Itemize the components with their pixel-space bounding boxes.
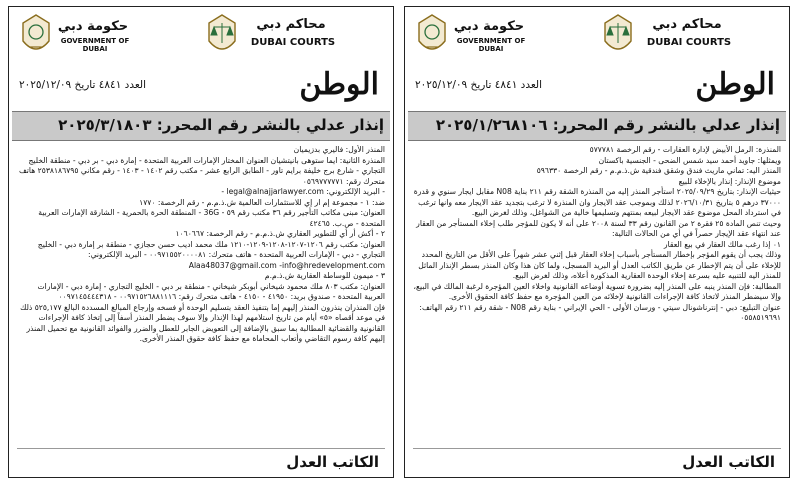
notice-paragraph: حيثيات الإنذار: بتاريخ ٢٠٢٥/٠٩/٢٩ استأجر المنذر إليه من المنذرة الشقة رقم ٢١١ بناية N08 مقابل ايجار سنوي و قدرة ٣٧٠٠٠ درهم ٥ بتاريخ ٢٠٢٦/١٠/٣١ لذلك وبموجب عقد الايجار وان المنذرة لا ترغب بتجديد عقد الايجار معه وانها ترغب في استرداد المحل موضوع عقد الايجار لبيعه بمنتهم وتسليمها خالية من الشواغل، وذلك لغرض البيع. (413, 187, 781, 217)
notice-paragraph: موضوع الإنذار: إنذار بالإخلاء للبيع (678, 176, 781, 186)
courts-name-en: DUBAI COURTS (646, 37, 732, 48)
courts-name-ar: محاكم دبي (652, 17, 722, 32)
notice-paragraph: ٣ - ميمون للوساطة العقارية ش.ذ.م.م (264, 271, 385, 280)
notice-paragraph: - البريد الإلكتروني: legal@alnajjarlawyer.com - (221, 187, 385, 196)
notice-paragraph: المنذر اليه: تماني ماريث فندق وشقق فندقية ش.ذ.م.م - رقم الرخصة ٥٩٦٣٣٠ (536, 166, 781, 175)
notary-signature: الكاتب العدل (682, 453, 775, 471)
gov-emblem-icon (19, 13, 53, 59)
issue-line: العدد ٤٨٤١ تاريخ ٢٠٢٥/١٢/٠٩ (19, 79, 147, 91)
paper-name: الوطن (695, 67, 775, 102)
notice-right (404, 6, 790, 478)
notice-left (8, 6, 394, 478)
title-bar (12, 111, 390, 141)
paper-name: الوطن (299, 67, 379, 102)
notice-body (413, 145, 781, 443)
logo-header (9, 7, 393, 69)
courts-name-en: DUBAI COURTS (250, 37, 336, 48)
notice-paragraph: ٠١ إذا رغب مالك العقار في بيع العقار (663, 239, 781, 249)
footer-divider (413, 448, 781, 449)
notice-paragraph: المنذرة: الرمل الأبيض لإدارة العقارات - رقم الرخصة ٥٧٧٧٨١ (589, 145, 781, 154)
notice-paragraph: فإن المنذران ينذرون المنذر إليهم إما بتنفيذ العقد بتسليم الوحدة أو فسخه وإرجاع المبالغ المسددة البالغ ٥٢٥,١٧٧ ذلك في موعد أقصاه «٥» أيام من تاريخ استلامهم لهذا الإنذار وإلا سوف يضطر المنذر أسفاً إلى إتخاذ كافة الإجراءات القانونية والقضائية المطالبة بما سبق بالإضافة إلى التعويض الجابر للعطل والضرر والفوائد القانونية مع تحميل المنذر إليهم كافة رسوم التقاضي وأتعاب المحاماة مع حفظ كافة حقوق المنذر الأخرى. (20, 302, 385, 343)
gov-name-en: GOVERNMENT OF DUBAI (60, 37, 130, 53)
courts-name-ar: محاكم دبي (256, 17, 326, 32)
notice-paragraph: ويمثلها: جاويد أحمد سيد شمس الضحى - الجنسية باكستان (598, 155, 781, 165)
courts-emblem-icon (205, 13, 239, 59)
footer-divider (17, 448, 385, 449)
notice-paragraph: العنوان: مكتب ٨٠٣ ملك محمود شيخاني أبوبكر شيخاني - منطقة بر دبي - الخليج التجاري - إمارة دبي - الإمارات العربية المتحدة - صندوق بريد: ٤١٩٥٠ - ٤١٥٠ - هاتف متحرك رقم: ٠٠٩٧١٥٢٦٨٨١١١٦ - ٠٠٩٧١٤٥٤٤٤٣١٨ (37, 281, 385, 301)
notice-paragraph: المطالبة: فإن المنذر ينبه على المنذر إليه بضرورة تسوية أوضاعه القانونية واخلاء العين المؤجرة لرغبة المالك في البيع، وإلا سيضطر المنذر لاتخاذ كافة الإجراءات القانونية لإخلائه من العين المؤجرة مع حفظ كافة الحقوق الأخرى. (413, 281, 781, 301)
notice-paragraph: العنوان: مكتب رقم ١٢٠٦-١٢٠٧-١٢٠٨-١٢٠٩-١٢١٠ ملك محمد اديب حسن حجازي - منطقة بر إمارة دبي - الخليج التجاري - دبي - الإمارات العربية المتحدة - هاتف متحرك: ٠٠٩٧١٥٥٢٠٠٠٠٨١ - البريد الإلكتروني: Alaa48037@gmail.com -info@hredevelopment.com (37, 239, 385, 270)
gov-name-ar: حكومة دبي (453, 19, 525, 34)
notice-paragraph: وذلك يجب أن يقوم المؤجر بإخطار المستأجر بأسباب إخلاء العقار قبل إثني عشر شهراً على الأقل من التاريخ المحدد للإخلاء على أن يتم الإخطار عن طريق الكاتب العدل أو البريد المسجل، ولما كان هذا وكان المنذر بسطر الإنذار الماثل للمنذر اليه للتنبيه عليه بسرعة إخلاء الوحدة العقارية المذكورة أعلاه، وذلك لغرض البيع. (418, 250, 781, 280)
gov-name-ar: حكومة دبي (57, 19, 129, 34)
notice-title: إنذار عدلي بالنشر رقم المحرر: ٢٠٢٥/١/٢٦٨١٠٦ (435, 116, 780, 134)
notice-paragraph: العنوان: مبنى مكاتب التأجير رقم ٣٦ مكتب رقم ٥٩ - 36G - المنطقة الحرة بالحمرية - الشارقة الإمارات العربية المتحدة - ص.ب. ٤٢٤٦٥ (38, 208, 385, 228)
gov-emblem-icon (415, 13, 449, 59)
courts-emblem-icon (601, 13, 635, 59)
title-bar (408, 111, 786, 141)
notice-paragraph: المنذر الأول: فاليري بدزيميان (293, 145, 385, 154)
gov-name-en: GOVERNMENT OF DUBAI (456, 37, 526, 53)
notice-paragraph: المنذرة الثانية: ايما ستوهى بانيتشيان العنوان المختار الإمارات العربية المتحدة - إمارة دبي - بر دبي - منطقة الخليج التجاري - شارع برج خليفة برايم تاور - الطابق الرابع عشر - مكتب رقم ١٤٠٢ - ١٤٠٣ - رقم مكاني ٢٥٣٨١٨٦٧٩٥ هاتف متحرك رقم: ٠٥٦٩٧٧٧٧٧١ (18, 155, 385, 186)
logo-header (405, 7, 789, 69)
notice-title: إنذار عدلي بالنشر رقم المحرر: ٢٠٢٥/٣/١٨٠٣ (58, 116, 384, 134)
issue-line: العدد ٤٨٤١ تاريخ ٢٠٢٥/١٢/٠٩ (415, 79, 543, 91)
notice-paragraph: ضد: ١ - مجموعة إم ار إي للاستثمارات العالمية ش.ذ.م.م - رقم الرخصة: ١٧٧٠ (139, 197, 385, 207)
notice-paragraph: عنوان التبليغ: دبي - إنترناشونال سيتي - ورسان الأولى - الحي الإيراني - بناية رقم N08 - شقة رقم ٢١١ رقم الهاتف: ٠٥٥٨٥١٩٦٩١ (419, 302, 781, 322)
notary-signature: الكاتب العدل (286, 453, 379, 471)
notice-body (17, 145, 385, 443)
notice-paragraph: وحيث تنص المادة ٢٥ فقرة ٢ من القانون رقم ٣٣ لسنة ٢٠٠٨ على أنه لا يكون للمؤجر طلب إخلاء المستأجر من العقار عند انتهاء عقد الإيجار حصراً في أي من الحالات التالية: (416, 218, 781, 238)
notice-paragraph: ٢ - أكش أر أي للتطوير العقاري ش.ذ.م.م - رقم الرخصة: ١٠٦٠٦٦٧ (175, 229, 385, 238)
